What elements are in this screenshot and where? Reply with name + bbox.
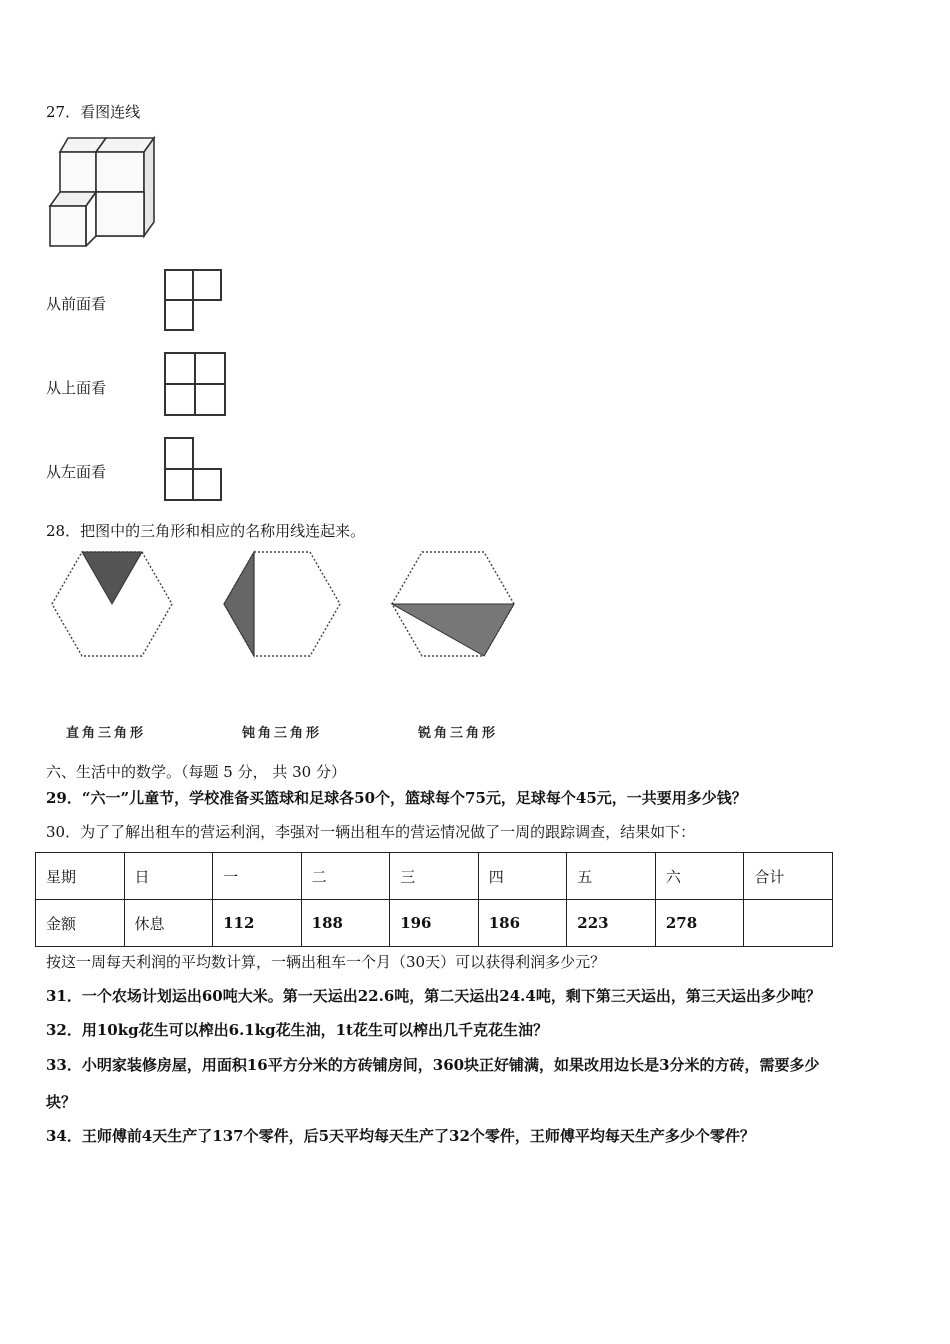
table-cell: 日 bbox=[124, 853, 213, 900]
view-front-label: 从前面看 bbox=[46, 295, 107, 313]
table-cell: 223 bbox=[567, 900, 656, 947]
shaded-triangle-1 bbox=[82, 552, 142, 604]
q30-title: 30．为了了解出租车的营运利润，李强对一辆出租车的营运情况做了一周的跟踪调查，结果如下： bbox=[46, 823, 696, 841]
view-top-label: 从上面看 bbox=[46, 379, 107, 397]
q33-line2: 块？ bbox=[46, 1093, 77, 1111]
shaded-triangle-3 bbox=[392, 604, 514, 656]
q33-line1: 33．小明家装修房屋，用面积16平方分米的方砖铺房间，360块正好铺满，如果改用边长是3分米的方砖，需要多少 bbox=[46, 1056, 820, 1074]
shaded-triangle-2 bbox=[224, 552, 254, 656]
table-cell: 278 bbox=[655, 900, 744, 947]
table-cell: 合计 bbox=[744, 853, 833, 900]
section6-title: 六、生活中的数学。（每题 5 分， 共 30 分） bbox=[46, 763, 346, 781]
table-row bbox=[36, 900, 833, 947]
table-cell bbox=[744, 900, 833, 947]
table-cell: 三 bbox=[390, 853, 479, 900]
q32-text: 32．用10kg花生可以榨出6.1kg花生油，1t花生可以榨出几千克花生油？ bbox=[46, 1021, 548, 1039]
view-left-label: 从左面看 bbox=[46, 463, 107, 481]
table-cell: 星期 bbox=[36, 853, 125, 900]
taxi-profit-table bbox=[35, 852, 833, 947]
name-acute-triangle: 锐角三角形 bbox=[418, 726, 499, 741]
table-cell: 休息 bbox=[124, 900, 213, 947]
table-header-row bbox=[36, 853, 833, 900]
q27-title: 27．看图连线 bbox=[46, 103, 141, 121]
table-cell: 188 bbox=[301, 900, 390, 947]
table-cell: 四 bbox=[478, 853, 567, 900]
table-cell: 112 bbox=[213, 900, 302, 947]
cube-solid-figure bbox=[44, 134, 160, 254]
q34-text: 34．王师傅前4天生产了137个零件，后5天平均每天生产了32个零件，王师傅平均每天生产多少个零件？ bbox=[46, 1127, 755, 1145]
front-view-drawing bbox=[163, 268, 225, 334]
table-cell: 六 bbox=[655, 853, 744, 900]
table-cell: 五 bbox=[567, 853, 656, 900]
q31-text: 31．一个农场计划运出60吨大米。第一天运出22.6吨，第二天运出24.4吨，剩下第三天运出，第三天运出多少吨？ bbox=[46, 987, 821, 1005]
q28-title: 28．把图中的三角形和相应的名称用线连起来。 bbox=[46, 522, 366, 540]
table-cell: 186 bbox=[478, 900, 567, 947]
left-view-drawing bbox=[163, 436, 227, 504]
q29-text: 29．“六一”儿童节，学校准备买篮球和足球各50个，篮球每个75元，足球每个45元，一共要用多少钱？ bbox=[46, 789, 747, 807]
table-cell: 196 bbox=[390, 900, 479, 947]
name-right-triangle: 直角三角形 bbox=[66, 726, 147, 741]
top-view-drawing bbox=[163, 351, 229, 419]
hexagons-figure bbox=[48, 548, 518, 662]
name-obtuse-triangle: 钝角三角形 bbox=[242, 726, 323, 741]
table-cell: 二 bbox=[301, 853, 390, 900]
q30-question: 按这一周每天利润的平均数计算，一辆出租车一个月（30天）可以获得利润多少元？ bbox=[46, 953, 606, 971]
table-cell: 金额 bbox=[36, 900, 125, 947]
table-cell: 一 bbox=[213, 853, 302, 900]
